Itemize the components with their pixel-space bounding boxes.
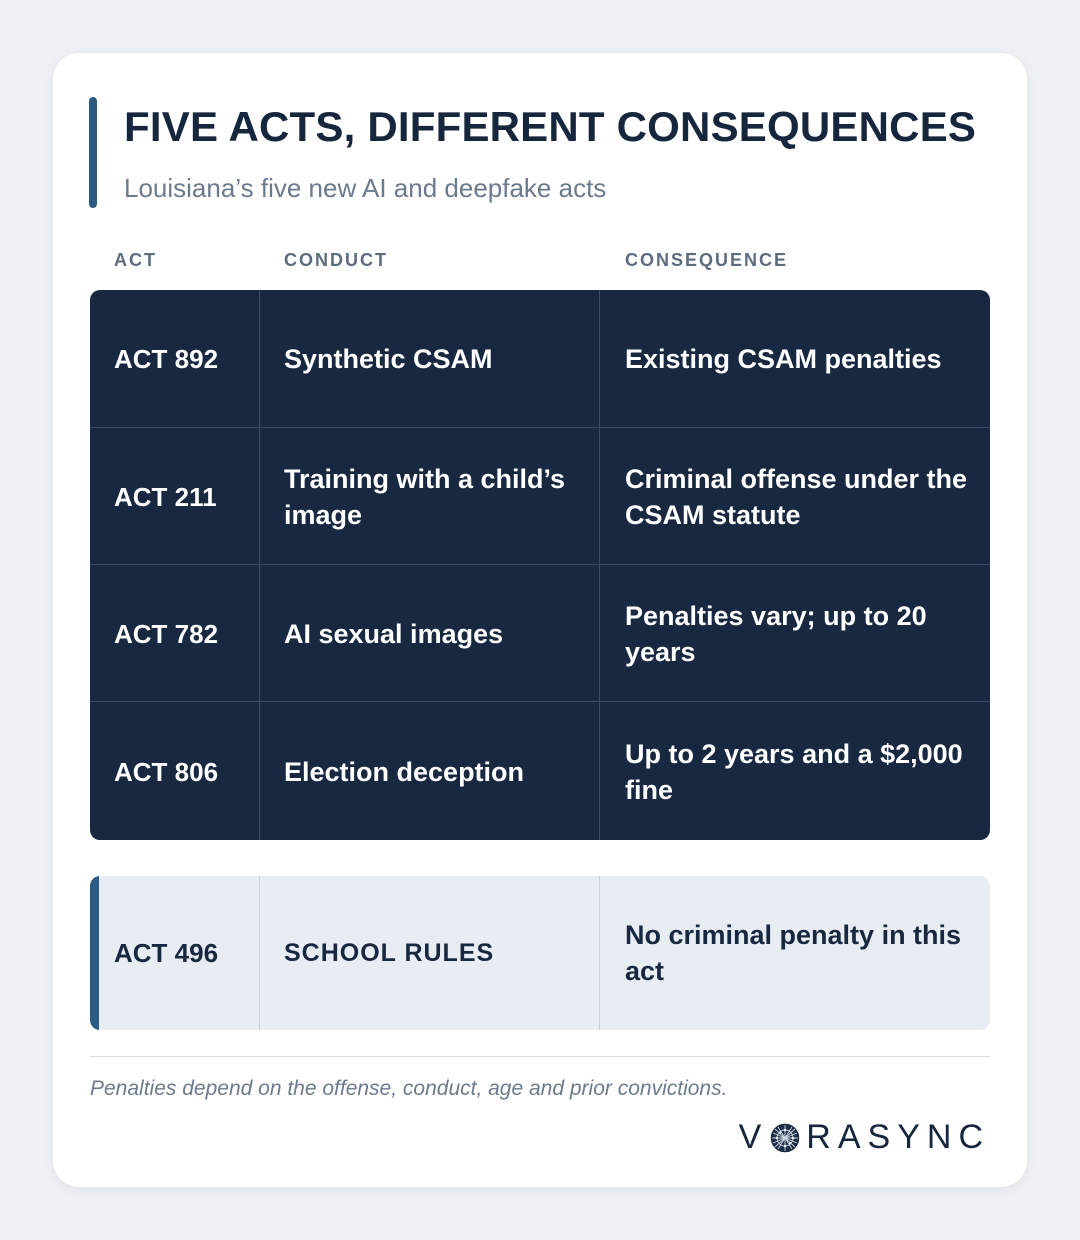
globe-icon	[770, 1123, 800, 1153]
conduct-cell: SCHOOL RULES	[284, 939, 495, 967]
footer-divider	[90, 1056, 990, 1057]
conduct-cell: Training with a child’s image	[284, 463, 566, 530]
brand-text-end: RASYNC	[806, 1118, 990, 1156]
acts-table	[90, 290, 990, 840]
brand-text-start: V	[738, 1118, 769, 1156]
consequence-cell: Existing CSAM penalties	[625, 343, 942, 374]
column-header-conduct: CONDUCT	[284, 250, 388, 270]
column-header-act: ACT	[114, 250, 157, 270]
table-row	[90, 427, 990, 565]
conduct-cell: Synthetic CSAM	[284, 343, 493, 374]
conduct-cell: AI sexual images	[284, 618, 504, 649]
act-number: ACT 496	[114, 938, 219, 968]
consequence-cell: Criminal offense under the CSAM statute	[625, 463, 968, 530]
consequence-cell: No criminal penalty in this act	[625, 920, 962, 986]
row-accent-bar	[90, 876, 99, 1030]
title-accent-bar	[89, 97, 97, 208]
conduct-cell: Election deception	[284, 756, 525, 787]
column-header-consequence: CONSEQUENCE	[625, 250, 789, 270]
brand-logo	[739, 1118, 990, 1157]
table-row	[90, 290, 990, 427]
page-title: FIVE ACTS, DIFFERENT CONSEQUENCES	[124, 103, 977, 150]
act-number: ACT 892	[114, 343, 219, 374]
act-number: ACT 806	[114, 756, 219, 787]
consequence-cell: Up to 2 years and a $2,000 fine	[625, 738, 963, 805]
consequence-cell: Penalties vary; up to 20 years	[625, 600, 927, 667]
table-row	[90, 564, 990, 702]
act-number: ACT 211	[114, 481, 217, 512]
highlighted-table-row	[90, 876, 990, 1030]
footnote: Penalties depend on the offense, conduct, age and prior convictions.	[90, 1077, 728, 1100]
act-number: ACT 782	[114, 618, 219, 649]
table-row	[90, 701, 990, 840]
page-subtitle: Louisiana’s five new AI and deepfake acts	[124, 173, 607, 203]
